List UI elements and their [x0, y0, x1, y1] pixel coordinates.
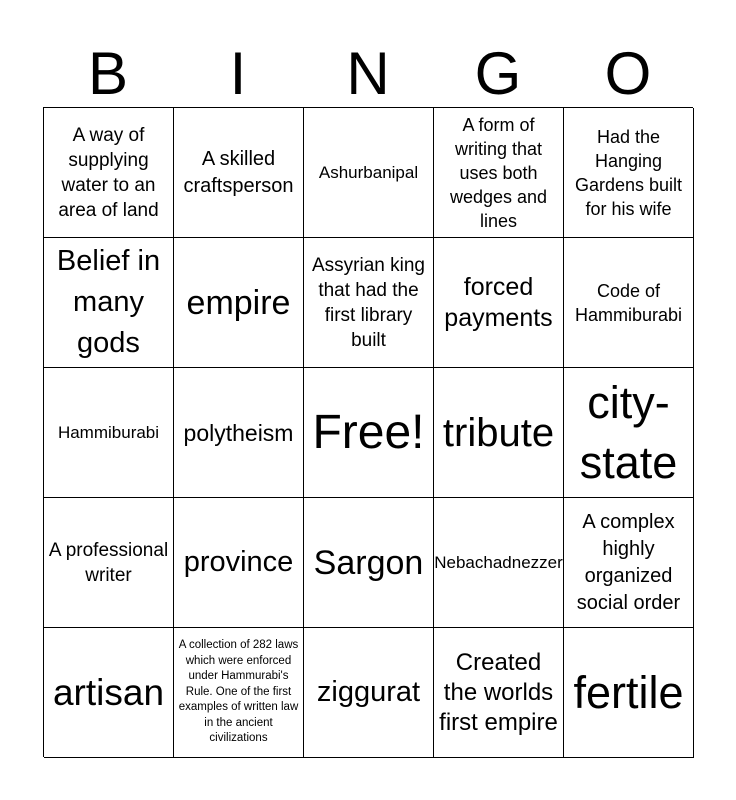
cell-text: tribute: [442, 410, 555, 455]
header-letter-g: G: [474, 40, 522, 107]
cell-text: polytheism: [183, 419, 294, 446]
bingo-cell[interactable]: [564, 108, 694, 238]
bingo-cell[interactable]: [564, 238, 694, 368]
bingo-cell[interactable]: [44, 498, 174, 628]
bingo-cell[interactable]: [434, 108, 564, 238]
cell-text: fertile: [573, 666, 684, 718]
bingo-cell[interactable]: [174, 498, 304, 628]
header-letter-o: O: [604, 40, 652, 107]
cell-text: province: [183, 546, 294, 578]
cell-text: A skilled craftsperson: [183, 147, 294, 197]
bingo-cell[interactable]: [434, 498, 564, 628]
cell-text: A collection of 282 laws which were enforced under Hammurabi's Rule. One of the first examples of written law in the ancient civilizations: [178, 639, 299, 745]
bingo-cell[interactable]: [564, 368, 694, 498]
cell-text: Created the worlds first empire: [439, 648, 558, 736]
bingo-cell[interactable]: [44, 368, 174, 498]
cell-text: Code of Hammiburabi: [574, 280, 683, 325]
cell-text: Free!: [312, 405, 425, 459]
cell-text: empire: [186, 283, 291, 322]
cell-text: Had the Hanging Gardens built for his wife: [574, 126, 683, 219]
bingo-cell[interactable]: [434, 238, 564, 368]
bingo-grid: [43, 107, 693, 757]
cell-text: Nebachadnezzer: [434, 552, 563, 572]
header-letter-i: I: [229, 40, 247, 107]
bingo-cell[interactable]: [174, 628, 304, 758]
header-letter-b: B: [87, 40, 129, 107]
bingo-cell[interactable]: [564, 498, 694, 628]
bingo-cell[interactable]: [304, 108, 434, 238]
bingo-cell[interactable]: [44, 628, 174, 758]
bingo-cell[interactable]: [174, 368, 304, 498]
bingo-cell[interactable]: [174, 108, 304, 238]
cell-text: A form of writing that uses both wedges and lines: [449, 114, 548, 231]
cell-text: artisan: [52, 671, 165, 713]
cell-text: city-state: [579, 376, 678, 488]
cell-text: Belief in many gods: [56, 245, 161, 359]
bingo-header: [43, 40, 693, 108]
bingo-cell[interactable]: [304, 238, 434, 368]
cell-text: Sargon: [313, 543, 424, 582]
bingo-cell[interactable]: [304, 628, 434, 758]
cell-text: forced payments: [444, 272, 553, 332]
bingo-cell[interactable]: [434, 628, 564, 758]
cell-text: A professional writer: [48, 539, 169, 586]
cell-text: Ashurbanipal: [318, 162, 419, 182]
cell-text: A way of supplying water to an area of land: [58, 124, 159, 221]
bingo-cell[interactable]: [44, 238, 174, 368]
cell-text: Hammiburabi: [57, 422, 160, 442]
bingo-cell[interactable]: [174, 238, 304, 368]
bingo-cell[interactable]: [564, 628, 694, 758]
cell-text: Assyrian king that had the first library built: [312, 254, 425, 351]
bingo-cell[interactable]: [434, 368, 564, 498]
cell-text: A complex highly organized social order: [576, 510, 681, 614]
header-letter-n: N: [346, 40, 390, 107]
free-space[interactable]: [304, 368, 434, 498]
cell-text: ziggurat: [316, 676, 421, 708]
bingo-cell[interactable]: [304, 498, 434, 628]
bingo-cell[interactable]: [44, 108, 174, 238]
